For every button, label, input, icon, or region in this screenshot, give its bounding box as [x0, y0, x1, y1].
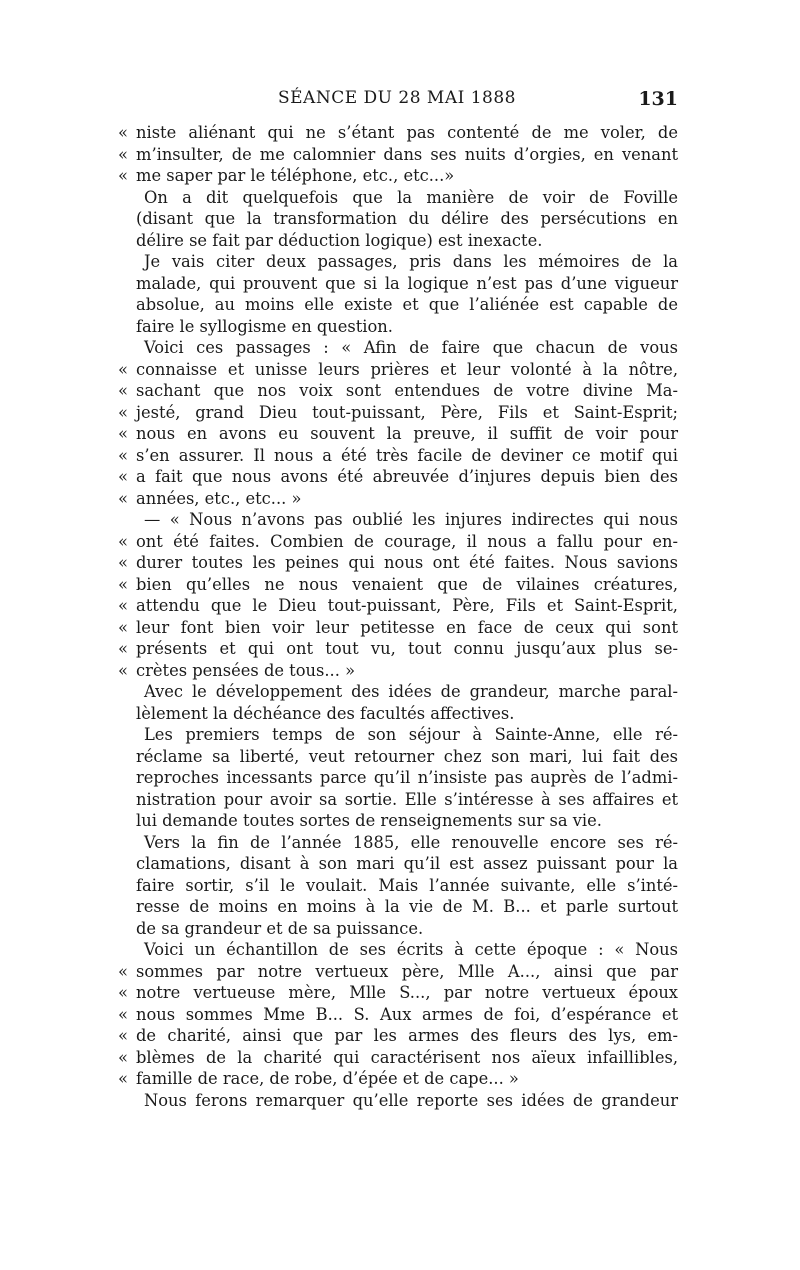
text-line	[118, 810, 678, 832]
line-text: Je vais citer deux passages, pris dans les mémoires de la	[144, 252, 678, 271]
text-line	[118, 1068, 678, 1090]
line-text: notre vertueuse mère, Mlle S..., par notre vertueux époux	[136, 983, 678, 1002]
text-line	[118, 509, 678, 531]
quote-mark: «	[118, 1004, 128, 1024]
line-text: crètes pensées de tous... »	[136, 660, 356, 680]
line-text: durer toutes les peines qui nous ont été faites. Nous savions	[136, 553, 678, 572]
text-line	[118, 122, 678, 144]
line-text: nous sommes Mme B... S. Aux armes de foi, d’espérance et	[136, 1004, 678, 1024]
text-line	[118, 187, 678, 209]
quote-mark: «	[118, 359, 128, 379]
quote-mark: «	[118, 639, 128, 658]
line-text: malade, qui prouvent que si la logique n’est pas d’une vigueur	[136, 273, 678, 293]
text-line	[118, 660, 678, 682]
text-line	[118, 681, 678, 703]
text-line	[118, 939, 678, 961]
quote-mark: «	[118, 617, 128, 637]
line-text: de charité, ainsi que par les armes des fleurs des lys, em-	[136, 1026, 678, 1045]
line-text: leur font bien voir leur petitesse en face de ceux qui sont	[136, 617, 678, 637]
line-text: famille de race, de robe, d’épée et de cape... »	[136, 1069, 519, 1088]
quote-mark: «	[118, 144, 128, 164]
quote-mark: «	[118, 402, 128, 422]
text-line	[118, 617, 678, 639]
text-line	[118, 144, 678, 166]
text-line	[118, 574, 678, 596]
text-line	[118, 875, 678, 897]
line-text: sachant que nos voix sont entendues de votre divine Ma-	[136, 381, 678, 400]
text-line	[118, 1025, 678, 1047]
line-text: Vers la fin de l’année 1885, elle renouvelle encore ses ré-	[144, 832, 678, 852]
text-line	[118, 423, 678, 445]
text-line	[118, 208, 678, 230]
text-line	[118, 337, 678, 359]
quote-mark: «	[118, 553, 128, 572]
text-line	[118, 746, 678, 768]
text-line	[118, 316, 678, 338]
line-text: faire le syllogisme en question.	[136, 316, 393, 336]
text-line	[118, 982, 678, 1004]
text-line	[118, 638, 678, 660]
quote-mark: «	[118, 1069, 128, 1088]
text-line	[118, 703, 678, 725]
quote-mark: «	[118, 467, 128, 486]
line-text: connaisse et unisse leurs prières et leur volonté à la nôtre,	[136, 359, 678, 379]
quote-mark: «	[118, 488, 128, 508]
line-text: lui demande toutes sortes de renseignements sur sa vie.	[136, 811, 602, 830]
line-text: bien qu’elles ne nous venaient que de vilaines créatures,	[136, 574, 678, 594]
text-line	[118, 961, 678, 983]
line-text: niste aliénant qui ne s’étant pas contenté de me voler, de	[136, 123, 678, 142]
text-line	[118, 165, 678, 187]
text-line	[118, 767, 678, 789]
quote-mark: «	[118, 961, 128, 981]
line-text: Les premiers temps de son séjour à Sainte-Anne, elle ré-	[144, 725, 678, 744]
line-text: resse de moins en moins à la vie de M. B... et parle surtout	[136, 897, 678, 916]
line-text: me saper par le téléphone, etc., etc...»	[136, 166, 455, 185]
text-line	[118, 294, 678, 316]
text-line	[118, 552, 678, 574]
quote-mark: «	[118, 1026, 128, 1045]
text-line	[118, 832, 678, 854]
text-line	[118, 466, 678, 488]
text-line	[118, 380, 678, 402]
quote-mark: «	[118, 574, 128, 594]
line-text: clamations, disant à son mari qu’il est assez puissant pour la	[136, 854, 678, 873]
text-line	[118, 402, 678, 424]
line-text: jesté, grand Dieu tout-puissant, Père, Fils et Saint-Esprit;	[136, 402, 678, 422]
running-title: SÉANCE DU 28 MAI 1888	[278, 88, 516, 108]
quote-mark: «	[118, 596, 128, 615]
line-text: attendu que le Dieu tout-puissant, Père, Fils et Saint-Esprit,	[136, 596, 678, 615]
line-text: m’insulter, de me calomnier dans ses nuits d’orgies, en venant	[136, 144, 678, 164]
line-text: absolue, au moins elle existe et que l’aliénée est capable de	[136, 295, 678, 314]
text-line	[118, 273, 678, 295]
text-line	[118, 1047, 678, 1069]
quote-mark: «	[118, 445, 128, 465]
line-text: lèlement la déchéance des facultés affectives.	[136, 703, 515, 723]
line-text: présents et qui ont tout vu, tout connu jusqu’aux plus se-	[136, 639, 678, 658]
line-text: années, etc., etc... »	[136, 488, 302, 508]
line-text: Voici ces passages : « Afin de faire que chacun de vous	[144, 338, 678, 357]
page-number: 131	[638, 88, 678, 110]
quote-mark: «	[118, 1047, 128, 1067]
text-line	[118, 488, 678, 510]
line-text: Nous ferons remarquer qu’elle reporte ses idées de grandeur	[144, 1090, 678, 1110]
line-text: Avec le développement des idées de grandeur, marche paral-	[144, 682, 678, 701]
text-line	[118, 445, 678, 467]
line-text: blèmes de la charité qui caractérisent nos aïeux infaillibles,	[136, 1047, 678, 1067]
line-text: reproches incessants parce qu’il n’insiste pas auprès de l’admi-	[136, 768, 678, 787]
text-line	[118, 896, 678, 918]
line-text: a fait que nous avons été abreuvée d’injures depuis bien des	[136, 467, 678, 486]
line-text: s’en assurer. Il nous a été très facile de deviner ce motif qui	[136, 445, 678, 465]
text-line	[118, 1004, 678, 1026]
line-text: On a dit quelquefois que la manière de voir de Foville	[144, 187, 678, 207]
quote-mark: «	[118, 660, 128, 680]
page	[118, 88, 678, 1111]
line-text: faire sortir, s’il le voulait. Mais l’année suivante, elle s’inté-	[136, 875, 678, 895]
text-line	[118, 918, 678, 940]
quote-mark: «	[118, 166, 128, 185]
quote-mark: «	[118, 381, 128, 400]
text-line	[118, 724, 678, 746]
quote-mark: «	[118, 424, 128, 443]
text-line	[118, 359, 678, 381]
text-line	[118, 251, 678, 273]
text-line	[118, 789, 678, 811]
text-line	[118, 595, 678, 617]
line-text: ont été faites. Combien de courage, il nous a fallu pour en-	[136, 531, 678, 551]
line-text: (disant que la transformation du délire des persécutions en	[136, 209, 678, 228]
text-line	[118, 531, 678, 553]
line-text: nous en avons eu souvent la preuve, il suffit de voir pour	[136, 424, 678, 443]
line-text: nistration pour avoir sa sortie. Elle s’intéresse à ses affaires et	[136, 789, 678, 809]
quote-mark: «	[118, 531, 128, 551]
quote-mark: «	[118, 983, 128, 1002]
text-line	[118, 853, 678, 875]
body-text	[118, 122, 678, 1111]
running-header	[118, 88, 678, 122]
text-line	[118, 1090, 678, 1112]
quote-mark: «	[118, 123, 128, 142]
line-text: sommes par notre vertueux père, Mlle A..., ainsi que par	[136, 961, 678, 981]
line-text: de sa grandeur et de sa puissance.	[136, 918, 424, 938]
line-text: Voici un échantillon de ses écrits à cette époque : « Nous	[144, 940, 678, 959]
line-text: — « Nous n’avons pas oublié les injures indirectes qui nous	[144, 510, 678, 529]
line-text: réclame sa liberté, veut retourner chez son mari, lui fait des	[136, 746, 678, 766]
line-text: délire se fait par déduction logique) est inexacte.	[136, 230, 543, 250]
text-line	[118, 230, 678, 252]
